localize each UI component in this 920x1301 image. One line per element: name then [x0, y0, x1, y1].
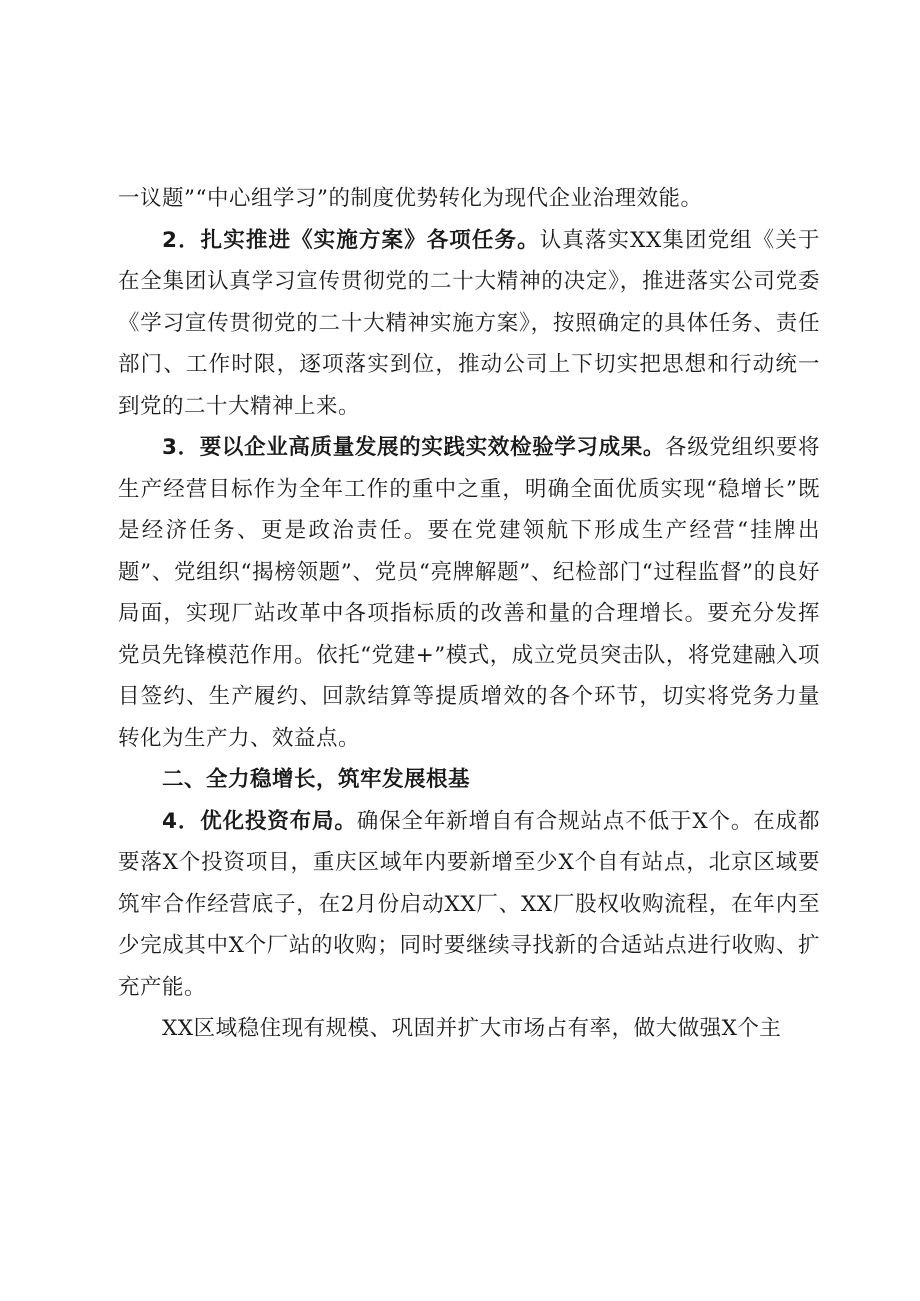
paragraph-text: 认真落实XX集团党组《关于在全集团认真学习宣传贯彻党的二十大精神的决定》，推进落实公司党委《学习宣传贯彻党的二十大精神实施方案》，按照确定的具体任务、责任部门、工作时限，逐项落实到位，推动公司上下切实把思想和行动统一到党的二十大精神上来。 [118, 227, 820, 419]
document-page [118, 178, 820, 1050]
paragraph-xx-region [118, 1008, 820, 1050]
paragraph-item-2 [118, 220, 820, 428]
paragraph-continuation [118, 178, 820, 220]
paragraph-text: 确保全年新增自有合规站点不低于X个。在成都要落X个投资项目，重庆区域年内要新增至少X个自有站点，北京区域要筑牢合作经营底子，在2月份启动XX厂、XX厂股权收购流程，在年内至少完成其中X个厂站的收购；同时要继续寻找新的合适站点进行收购、扩充产能。 [118, 808, 820, 1000]
paragraph-text: 各级党组织要将生产经营目标作为全年工作的重中之重，明确全面优质实现“稳增长”既是经济任务、更是政治责任。要在党建领航下形成生产经营“挂牌出题”、党组织“揭榜领题”、党员“亮牌解题”、纪检部门“过程监督”的良好局面，实现厂站改革中各项指标质的改善和量的合理增长。要充分发挥党员先锋模范作用。依托“党建+”模式，成立党员突击队，将党建融入项目签约、生产履约、回款结算等提质增效的各个环节，切实将党务力量转化为生产力、效益点。 [118, 435, 820, 751]
paragraph-item-3 [118, 427, 820, 759]
paragraph-lead: 3．要以企业高质量发展的实践实效检验学习成果。 [162, 435, 666, 460]
paragraph-item-4 [118, 801, 820, 1009]
section-heading: 二、全力稳增长，筑牢发展根基 [162, 767, 471, 792]
paragraph-text: 一议题”“中心组学习”的制度优势转化为现代企业治理效能。 [118, 186, 703, 211]
paragraph-lead: 2．扎实推进《实施方案》各项任务。 [162, 227, 540, 253]
paragraph-lead: 4．优化投资布局。 [162, 808, 357, 834]
paragraph-text: XX区域稳住现有规模、巩固并扩大市场占有率，做大做强X个主 [162, 1016, 782, 1041]
